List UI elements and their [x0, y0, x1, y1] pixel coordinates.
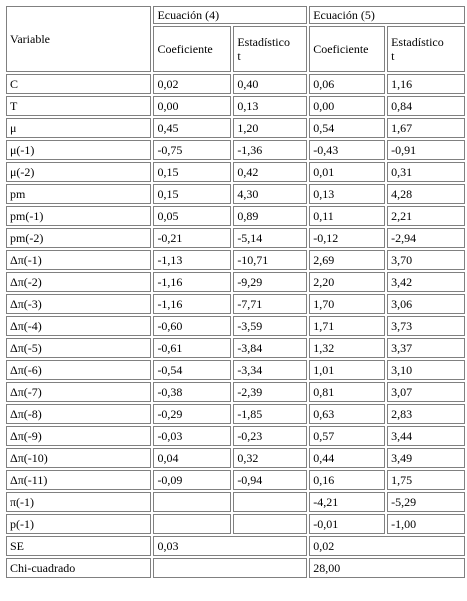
- stat-eq4-cell: 0,42: [233, 162, 307, 182]
- table-row: [6, 96, 465, 116]
- table-row: [6, 184, 465, 204]
- coef-eq5-cell: -0,43: [309, 140, 385, 160]
- coef-eq5-cell: -4,21: [309, 492, 385, 512]
- stat-eq4-cell: 1,20: [233, 118, 307, 138]
- coef-eq4-cell: [153, 492, 231, 512]
- coef-eq4-cell: [153, 514, 231, 534]
- table-row: [6, 448, 465, 468]
- stat-eq5-cell: 3,42: [387, 272, 465, 292]
- coef-eq5-cell: 0,54: [309, 118, 385, 138]
- stat-eq5-cell: 3,73: [387, 316, 465, 336]
- coef-eq5-cell: 2,20: [309, 272, 385, 292]
- variable-cell: Δπ(-5): [6, 338, 151, 358]
- coef-eq4-cell: 0,15: [153, 184, 231, 204]
- coef-eq5-cell: 0,11: [309, 206, 385, 226]
- variable-cell: Δπ(-1): [6, 250, 151, 270]
- table-row: [6, 162, 465, 182]
- table-row: [6, 294, 465, 314]
- header-coef-eq4: Coeficiente: [153, 26, 231, 72]
- stat-eq5-cell: 1,16: [387, 74, 465, 94]
- table-row: [6, 338, 465, 358]
- header-stat-eq4-line2: t: [237, 49, 241, 63]
- stat-eq5-cell: 3,10: [387, 360, 465, 380]
- coef-eq4-cell: -0,61: [153, 338, 231, 358]
- stat-eq5-cell: -1,00: [387, 514, 465, 534]
- coef-eq5-cell: 0,00: [309, 96, 385, 116]
- stat-eq4-cell: -0,94: [233, 470, 307, 490]
- coef-eq4-cell: -0,03: [153, 426, 231, 446]
- stat-eq5-cell: 3,07: [387, 382, 465, 402]
- stat-eq5-cell: -0,91: [387, 140, 465, 160]
- table-row: [6, 514, 465, 534]
- variable-cell: C: [6, 74, 151, 94]
- coef-eq4-cell: -0,21: [153, 228, 231, 248]
- variable-cell: Δπ(-2): [6, 272, 151, 292]
- stat-eq4-cell: 0,89: [233, 206, 307, 226]
- variable-cell: Δπ(-9): [6, 426, 151, 446]
- stat-eq5-cell: 3,49: [387, 448, 465, 468]
- stat-eq4-cell: -3,59: [233, 316, 307, 336]
- header-stat-eq4-line1: Estadístico: [237, 35, 290, 49]
- coef-eq5-cell: 0,13: [309, 184, 385, 204]
- header-stat-eq5-line1: Estadístico: [391, 35, 444, 49]
- stat-eq4-cell: 0,40: [233, 74, 307, 94]
- variable-cell: T: [6, 96, 151, 116]
- footer-eq4-value: [153, 558, 307, 578]
- table-row: [6, 272, 465, 292]
- coef-eq4-cell: 0,45: [153, 118, 231, 138]
- variable-cell: pm: [6, 184, 151, 204]
- variable-cell: Δπ(-7): [6, 382, 151, 402]
- table-row: [6, 404, 465, 424]
- header-equation-4: Ecuación (4): [153, 6, 307, 24]
- header-variable: Variable: [6, 6, 151, 72]
- coef-eq5-cell: 0,57: [309, 426, 385, 446]
- coef-eq4-cell: 0,05: [153, 206, 231, 226]
- footer-row: [6, 558, 465, 578]
- stat-eq5-cell: 3,44: [387, 426, 465, 446]
- table-row: [6, 426, 465, 446]
- coef-eq4-cell: 0,02: [153, 74, 231, 94]
- variable-cell: μ: [6, 118, 151, 138]
- table-row: [6, 316, 465, 336]
- variable-cell: Δπ(-10): [6, 448, 151, 468]
- coef-eq4-cell: -1,13: [153, 250, 231, 270]
- coef-eq5-cell: 2,69: [309, 250, 385, 270]
- stat-eq4-cell: [233, 514, 307, 534]
- coef-eq5-cell: 0,01: [309, 162, 385, 182]
- header-row-equations: [6, 6, 465, 24]
- stat-eq4-cell: -2,39: [233, 382, 307, 402]
- coef-eq5-cell: 1,70: [309, 294, 385, 314]
- stat-eq4-cell: -1,85: [233, 404, 307, 424]
- stat-eq4-cell: -5,14: [233, 228, 307, 248]
- variable-cell: pm(-1): [6, 206, 151, 226]
- table-row: [6, 74, 465, 94]
- header-coef-eq5: Coeficiente: [309, 26, 385, 72]
- stat-eq5-cell: 3,37: [387, 338, 465, 358]
- variable-cell: Δπ(-11): [6, 470, 151, 490]
- footer-row: [6, 536, 465, 556]
- stat-eq5-cell: 3,70: [387, 250, 465, 270]
- table-row: [6, 382, 465, 402]
- stat-eq4-cell: -3,34: [233, 360, 307, 380]
- stat-eq5-cell: 2,83: [387, 404, 465, 424]
- coef-eq4-cell: -0,09: [153, 470, 231, 490]
- variable-cell: Δπ(-4): [6, 316, 151, 336]
- coef-eq4-cell: 0,15: [153, 162, 231, 182]
- stat-eq4-cell: -0,23: [233, 426, 307, 446]
- table-row: [6, 250, 465, 270]
- stat-eq5-cell: 2,21: [387, 206, 465, 226]
- coef-eq5-cell: -0,01: [309, 514, 385, 534]
- stat-eq4-cell: -9,29: [233, 272, 307, 292]
- footer-eq5-value: 28,00: [309, 558, 465, 578]
- footer-eq4-value: 0,03: [153, 536, 307, 556]
- stat-eq5-cell: 1,67: [387, 118, 465, 138]
- coef-eq5-cell: 0,06: [309, 74, 385, 94]
- variable-cell: Δπ(-3): [6, 294, 151, 314]
- coef-eq4-cell: -0,60: [153, 316, 231, 336]
- stat-eq4-cell: [233, 492, 307, 512]
- header-stat-eq5: [387, 26, 465, 72]
- header-stat-eq4: [233, 26, 307, 72]
- footer-label-cell: SE: [6, 536, 151, 556]
- stat-eq5-cell: 4,28: [387, 184, 465, 204]
- table-row: [6, 492, 465, 512]
- results-table: [4, 4, 467, 580]
- stat-eq4-cell: 0,32: [233, 448, 307, 468]
- coef-eq5-cell: 0,16: [309, 470, 385, 490]
- table-row: [6, 470, 465, 490]
- coef-eq4-cell: -0,75: [153, 140, 231, 160]
- variable-cell: pm(-2): [6, 228, 151, 248]
- variable-cell: μ(-2): [6, 162, 151, 182]
- table-row: [6, 360, 465, 380]
- coef-eq5-cell: 0,63: [309, 404, 385, 424]
- stat-eq5-cell: -5,29: [387, 492, 465, 512]
- stat-eq5-cell: -2,94: [387, 228, 465, 248]
- coef-eq4-cell: 0,04: [153, 448, 231, 468]
- header-stat-eq5-line2: t: [391, 49, 395, 63]
- stat-eq4-cell: -1,36: [233, 140, 307, 160]
- coef-eq5-cell: 1,01: [309, 360, 385, 380]
- table-row: [6, 206, 465, 226]
- variable-cell: Δπ(-6): [6, 360, 151, 380]
- coef-eq4-cell: -0,54: [153, 360, 231, 380]
- coef-eq5-cell: 0,44: [309, 448, 385, 468]
- results-table-body: [6, 6, 465, 578]
- table-row: [6, 118, 465, 138]
- table-row: [6, 140, 465, 160]
- stat-eq5-cell: 3,06: [387, 294, 465, 314]
- stat-eq4-cell: -7,71: [233, 294, 307, 314]
- variable-cell: p(-1): [6, 514, 151, 534]
- coef-eq5-cell: 1,71: [309, 316, 385, 336]
- variable-cell: μ(-1): [6, 140, 151, 160]
- stat-eq5-cell: 1,75: [387, 470, 465, 490]
- footer-eq5-value: 0,02: [309, 536, 465, 556]
- coef-eq4-cell: -1,16: [153, 294, 231, 314]
- coef-eq4-cell: 0,00: [153, 96, 231, 116]
- coef-eq4-cell: -1,16: [153, 272, 231, 292]
- stat-eq5-cell: 0,31: [387, 162, 465, 182]
- coef-eq5-cell: -0,12: [309, 228, 385, 248]
- header-equation-5: Ecuación (5): [309, 6, 465, 24]
- coef-eq5-cell: 1,32: [309, 338, 385, 358]
- stat-eq4-cell: 0,13: [233, 96, 307, 116]
- stat-eq4-cell: -10,71: [233, 250, 307, 270]
- stat-eq5-cell: 0,84: [387, 96, 465, 116]
- coef-eq5-cell: 0,81: [309, 382, 385, 402]
- table-row: [6, 228, 465, 248]
- stat-eq4-cell: 4,30: [233, 184, 307, 204]
- footer-label-cell: Chi-cuadrado: [6, 558, 151, 578]
- stat-eq4-cell: -3,84: [233, 338, 307, 358]
- variable-cell: π(-1): [6, 492, 151, 512]
- coef-eq4-cell: -0,29: [153, 404, 231, 424]
- variable-cell: Δπ(-8): [6, 404, 151, 424]
- coef-eq4-cell: -0,38: [153, 382, 231, 402]
